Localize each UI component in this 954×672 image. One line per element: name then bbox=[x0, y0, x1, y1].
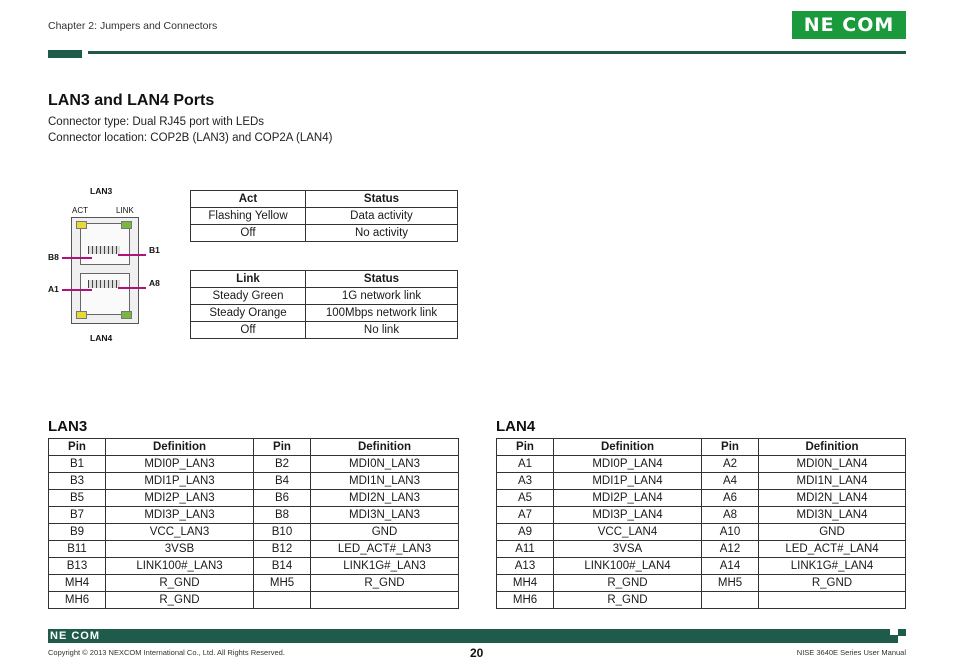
table-row bbox=[49, 541, 459, 558]
table-cell: A11 bbox=[497, 541, 554, 558]
table-cell: A4 bbox=[702, 473, 759, 490]
table-cell: LED_ACT#_LAN3 bbox=[311, 541, 459, 558]
table-cell: A6 bbox=[702, 490, 759, 507]
table-cell: MH5 bbox=[702, 575, 759, 592]
table-row bbox=[497, 490, 906, 507]
table-cell: LINK1G#_LAN3 bbox=[311, 558, 459, 575]
table-row bbox=[49, 490, 459, 507]
table-cell: LED_ACT#_LAN4 bbox=[759, 541, 906, 558]
table-cell: R_GND bbox=[554, 592, 702, 609]
link-header: Link bbox=[191, 271, 306, 288]
table-cell: 3VSB bbox=[106, 541, 254, 558]
table-cell: LINK100#_LAN3 bbox=[106, 558, 254, 575]
table-cell: 100Mbps network link bbox=[306, 305, 458, 322]
table-cell bbox=[311, 592, 459, 609]
definition-header: Definition bbox=[311, 439, 459, 456]
pin-header: Pin bbox=[254, 439, 311, 456]
table-cell: A8 bbox=[702, 507, 759, 524]
table-cell: MDI1P_LAN3 bbox=[106, 473, 254, 490]
table-row bbox=[49, 473, 459, 490]
table-cell: MDI2P_LAN4 bbox=[554, 490, 702, 507]
table-cell: A5 bbox=[497, 490, 554, 507]
table-row bbox=[191, 225, 458, 242]
chapter-heading: Chapter 2: Jumpers and Connectors bbox=[48, 20, 218, 32]
table-row bbox=[191, 305, 458, 322]
table-row bbox=[497, 575, 906, 592]
footer-logo: NE COM bbox=[50, 630, 100, 642]
definition-header: Definition bbox=[106, 439, 254, 456]
diagram-link-label: LINK bbox=[116, 206, 134, 215]
table-cell: Steady Orange bbox=[191, 305, 306, 322]
table-cell bbox=[254, 592, 311, 609]
table-cell: 1G network link bbox=[306, 288, 458, 305]
table-cell: B8 bbox=[254, 507, 311, 524]
table-cell: Off bbox=[191, 225, 306, 242]
table-cell: R_GND bbox=[311, 575, 459, 592]
table-row bbox=[49, 558, 459, 575]
lan3-act-led-icon bbox=[76, 221, 87, 229]
table-cell: MH5 bbox=[254, 575, 311, 592]
table-cell: R_GND bbox=[554, 575, 702, 592]
table-cell: VCC_LAN3 bbox=[106, 524, 254, 541]
table-cell: B5 bbox=[49, 490, 106, 507]
page-number: 20 bbox=[470, 646, 484, 660]
footer-square-icon bbox=[898, 636, 906, 643]
table-cell: GND bbox=[311, 524, 459, 541]
table-cell: MDI3P_LAN3 bbox=[106, 507, 254, 524]
lan4-pins-icon bbox=[88, 280, 120, 288]
lan4-link-led-icon bbox=[121, 311, 132, 319]
table-row bbox=[497, 524, 906, 541]
table-cell: R_GND bbox=[106, 575, 254, 592]
table-cell: LINK1G#_LAN4 bbox=[759, 558, 906, 575]
table-cell: MDI2P_LAN3 bbox=[106, 490, 254, 507]
table-cell: 3VSA bbox=[554, 541, 702, 558]
pin-header: Pin bbox=[49, 439, 106, 456]
table-cell: B11 bbox=[49, 541, 106, 558]
table-row bbox=[49, 575, 459, 592]
table-cell: R_GND bbox=[106, 592, 254, 609]
table-row bbox=[191, 208, 458, 225]
nexcom-logo bbox=[792, 11, 906, 39]
table-cell: B6 bbox=[254, 490, 311, 507]
table-row bbox=[49, 507, 459, 524]
table-row bbox=[49, 592, 459, 609]
footer-bar bbox=[48, 629, 906, 643]
header-block bbox=[48, 50, 82, 58]
diagram-lan3-label: LAN3 bbox=[90, 186, 113, 196]
pin-header: Pin bbox=[497, 439, 554, 456]
table-cell: A2 bbox=[702, 456, 759, 473]
pin-header: Pin bbox=[702, 439, 759, 456]
table-cell: MDI3P_LAN4 bbox=[554, 507, 702, 524]
table-cell: MDI0N_LAN3 bbox=[311, 456, 459, 473]
table-cell: Off bbox=[191, 322, 306, 339]
table-cell: MH6 bbox=[49, 592, 106, 609]
table-cell: B7 bbox=[49, 507, 106, 524]
table-cell: MDI3N_LAN3 bbox=[311, 507, 459, 524]
table-cell: No link bbox=[306, 322, 458, 339]
table-cell: A14 bbox=[702, 558, 759, 575]
lan3-table-title: LAN3 bbox=[48, 418, 88, 435]
table-row bbox=[497, 592, 906, 609]
link-status-table bbox=[190, 270, 458, 339]
table-row bbox=[191, 288, 458, 305]
table-cell: A13 bbox=[497, 558, 554, 575]
table-cell: MH4 bbox=[49, 575, 106, 592]
table-cell: A12 bbox=[702, 541, 759, 558]
table-row bbox=[49, 524, 459, 541]
table-cell: B12 bbox=[254, 541, 311, 558]
table-cell: MH4 bbox=[497, 575, 554, 592]
definition-header: Definition bbox=[759, 439, 906, 456]
table-cell: B3 bbox=[49, 473, 106, 490]
table-row bbox=[497, 456, 906, 473]
diagram-b1-label: B1 bbox=[149, 245, 160, 255]
table-cell: MDI2N_LAN4 bbox=[759, 490, 906, 507]
table-cell bbox=[702, 592, 759, 609]
copyright-text: Copyright © 2013 NEXCOM International Co., Ltd. All Rights Reserved. bbox=[48, 648, 285, 657]
table-row bbox=[497, 507, 906, 524]
act-status-table bbox=[190, 190, 458, 242]
table-cell: A3 bbox=[497, 473, 554, 490]
act-header: Act bbox=[191, 191, 306, 208]
b8-marker bbox=[62, 257, 92, 259]
table-cell: MDI1N_LAN3 bbox=[311, 473, 459, 490]
a8-marker bbox=[118, 287, 146, 289]
status-header: Status bbox=[306, 191, 458, 208]
lan3-pin-table bbox=[48, 438, 459, 609]
b1-marker bbox=[118, 254, 146, 256]
table-cell: B2 bbox=[254, 456, 311, 473]
a1-marker bbox=[62, 289, 92, 291]
definition-header: Definition bbox=[554, 439, 702, 456]
table-cell: A7 bbox=[497, 507, 554, 524]
diagram-act-label: ACT bbox=[72, 206, 88, 215]
table-cell bbox=[759, 592, 906, 609]
lan4-act-led-icon bbox=[76, 311, 87, 319]
diagram-a1-label: A1 bbox=[48, 284, 59, 294]
table-cell: R_GND bbox=[759, 575, 906, 592]
table-cell: B1 bbox=[49, 456, 106, 473]
connector-type: Connector type: Dual RJ45 port with LEDs bbox=[48, 116, 265, 128]
diagram-b8-label: B8 bbox=[48, 252, 59, 262]
table-cell: MDI2N_LAN3 bbox=[311, 490, 459, 507]
header-rule bbox=[88, 51, 906, 54]
table-cell: MDI1P_LAN4 bbox=[554, 473, 702, 490]
table-cell: Data activity bbox=[306, 208, 458, 225]
table-row bbox=[191, 322, 458, 339]
table-cell: A1 bbox=[497, 456, 554, 473]
status-header: Status bbox=[306, 271, 458, 288]
table-cell: B13 bbox=[49, 558, 106, 575]
table-row bbox=[49, 456, 459, 473]
table-cell: No activity bbox=[306, 225, 458, 242]
table-cell: B10 bbox=[254, 524, 311, 541]
lan3-link-led-icon bbox=[121, 221, 132, 229]
table-cell: MH6 bbox=[497, 592, 554, 609]
table-cell: B9 bbox=[49, 524, 106, 541]
footer-square-icon bbox=[890, 629, 898, 635]
table-cell: A10 bbox=[702, 524, 759, 541]
connector-location: Connector location: COP2B (LAN3) and COP2A (LAN4) bbox=[48, 132, 333, 144]
table-row bbox=[497, 473, 906, 490]
table-row bbox=[497, 541, 906, 558]
lan4-pin-table bbox=[496, 438, 906, 609]
section-title: LAN3 and LAN4 Ports bbox=[48, 92, 215, 109]
table-cell: MDI0P_LAN4 bbox=[554, 456, 702, 473]
table-cell: MDI3N_LAN4 bbox=[759, 507, 906, 524]
table-cell: MDI1N_LAN4 bbox=[759, 473, 906, 490]
table-cell: Flashing Yellow bbox=[191, 208, 306, 225]
table-cell: VCC_LAN4 bbox=[554, 524, 702, 541]
manual-title: NISE 3640E Series User Manual bbox=[796, 648, 906, 657]
table-cell: MDI0P_LAN3 bbox=[106, 456, 254, 473]
table-cell: Steady Green bbox=[191, 288, 306, 305]
diagram-lan4-label: LAN4 bbox=[90, 333, 113, 343]
table-cell: A9 bbox=[497, 524, 554, 541]
table-cell: GND bbox=[759, 524, 906, 541]
table-cell: B14 bbox=[254, 558, 311, 575]
table-cell: LINK100#_LAN4 bbox=[554, 558, 702, 575]
diagram-a8-label: A8 bbox=[149, 278, 160, 288]
table-row bbox=[497, 558, 906, 575]
lan4-table-title: LAN4 bbox=[496, 418, 536, 435]
table-cell: MDI0N_LAN4 bbox=[759, 456, 906, 473]
table-cell: B4 bbox=[254, 473, 311, 490]
lan3-pins-icon bbox=[88, 246, 120, 254]
logo-text: NE COM bbox=[803, 14, 895, 36]
